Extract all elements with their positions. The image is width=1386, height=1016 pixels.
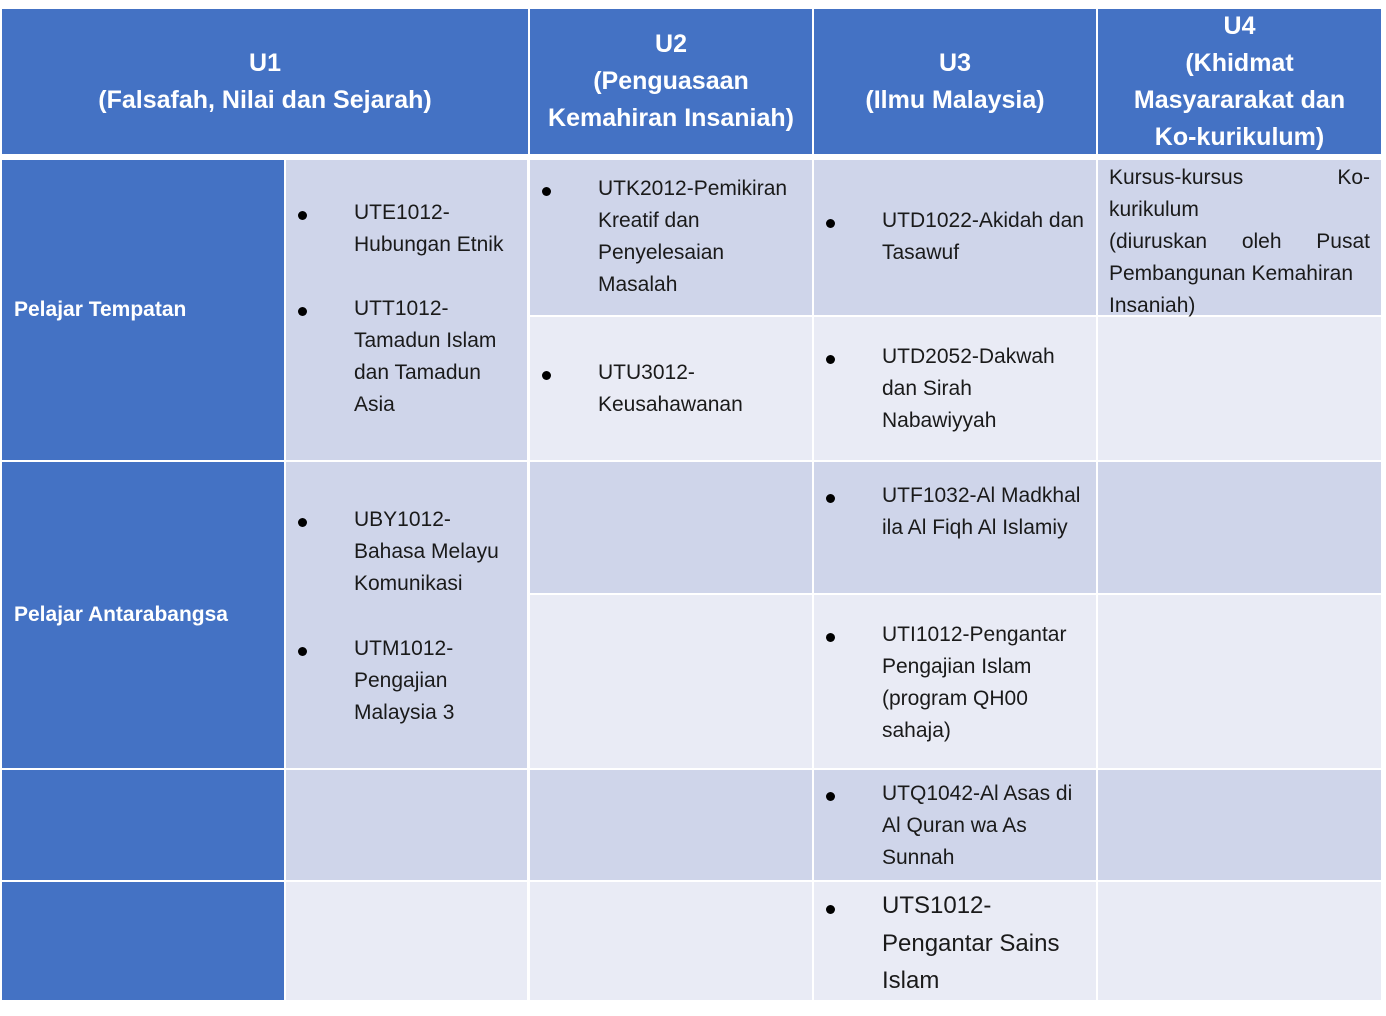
course-utf1032: UTF1032-Al Madkhal ila Al Fiqh Al Islamiy [882,484,1081,539]
bullet-icon [298,647,307,656]
u4-line1-left: Kursus-kursus [1109,166,1244,189]
header-u2-code: U2 [655,30,687,58]
course-utk2012: UTK2012-Pemikiran Kreatif dan Penyelesaian Masalah [598,177,788,296]
u4-empty-cell-2 [1098,462,1381,593]
header-u3 [814,9,1096,154]
row-label-local-text: Pelajar Tempatan [14,298,187,321]
row-label-international [2,462,284,768]
course-uby1012: UBY1012-Bahasa Melayu Komunikasi [354,508,499,595]
bullet-icon [542,187,551,196]
course-utm1012: UTM1012-Pengajian Malaysia 3 [354,637,455,724]
u2-cell-2 [530,317,812,460]
bullet-icon [298,518,307,527]
header-u1-code: U1 [249,48,281,77]
u4-empty-cell-1 [1098,317,1381,460]
u3-cell-5 [814,770,1096,880]
u2-empty-cell-1 [530,462,812,593]
u4-line1-right: Ko- [1337,166,1370,189]
u1-empty-cell-1 [286,770,527,880]
u1-empty-cell-2 [286,882,527,1000]
bullet-icon [542,371,551,380]
u4-line2: kurikulum [1109,198,1199,221]
header-u4-title-line2: Masyararakat dan [1133,85,1346,114]
u1-international-cell [286,462,527,768]
u4-line3-a: (diuruskan [1109,230,1208,253]
u4-line3-c: Pusat [1316,230,1370,253]
u3-cell-6 [814,882,1096,1000]
header-u4-title-line3: Ko-kurikulum) [1154,122,1325,151]
u4-empty-cell-3 [1098,595,1381,768]
u1-local-cell [286,160,527,460]
u3-cell-2 [814,317,1096,460]
bullet-icon [826,355,835,364]
bullet-icon [826,633,835,642]
header-u2 [530,9,812,154]
course-utd1022: UTD1022-Akidah dan Tasawuf [882,209,1084,264]
course-utt1012: UTT1012-Tamadun Islam dan Tamadun Asia [354,297,497,416]
u4-cocurriculum-text [1109,162,1370,322]
row-label-empty-1 [2,770,284,880]
course-utq1042: UTQ1042-Al Asas di Al Quran wa As Sunnah [882,782,1073,869]
row-label-empty-2 [2,882,284,1000]
bullet-icon [298,211,307,220]
bullet-icon [826,494,835,503]
header-u3-title: (Ilmu Malaysia) [865,85,1045,114]
course-utu3012: UTU3012-Keusahawanan [598,361,743,416]
course-utd2052: UTD2052-Dakwah dan Sirah Nabawiyyah [882,345,1055,432]
u4-cell-1 [1098,160,1381,315]
header-u1 [2,9,528,154]
u4-line4: Pembangunan Kemahiran [1109,262,1354,285]
header-u4-code: U4 [1223,11,1256,40]
header-u2-title-line1: (Penguasaan [593,67,749,95]
course-ute1012: UTE1012-Hubungan Etnik [354,201,504,256]
bullet-icon [826,219,835,228]
header-u2-title-line2: Kemahiran Insaniah) [548,104,794,132]
bullet-icon [298,307,307,316]
row-label-international-text: Pelajar Antarabangsa [14,603,228,626]
bullet-icon [826,792,835,801]
u2-empty-cell-3 [530,770,812,880]
u2-cell-1 [530,160,812,315]
bullet-icon [826,905,835,914]
u4-line3-b: oleh [1241,230,1282,253]
row-label-local [2,160,284,460]
header-u4 [1098,9,1381,154]
u4-empty-cell-4 [1098,770,1381,880]
u4-empty-cell-5 [1098,882,1381,1000]
header-u4-title-line1: (Khidmat [1185,48,1294,77]
u3-cell-3 [814,462,1096,593]
u2-empty-cell-4 [530,882,812,1000]
header-u1-title: (Falsafah, Nilai dan Sejarah) [98,85,432,114]
u3-cell-1 [814,160,1096,315]
u3-cell-4 [814,595,1096,768]
u4-line5: Insaniah) [1109,294,1196,317]
course-uts1012: UTS1012-Pengantar Sains Islam [882,892,1060,994]
u2-empty-cell-2 [530,595,812,768]
header-u3-code: U3 [939,48,971,77]
course-uti1012: UTI1012-Pengantar Pengajian Islam (program QH00 sahaja) [882,623,1067,742]
